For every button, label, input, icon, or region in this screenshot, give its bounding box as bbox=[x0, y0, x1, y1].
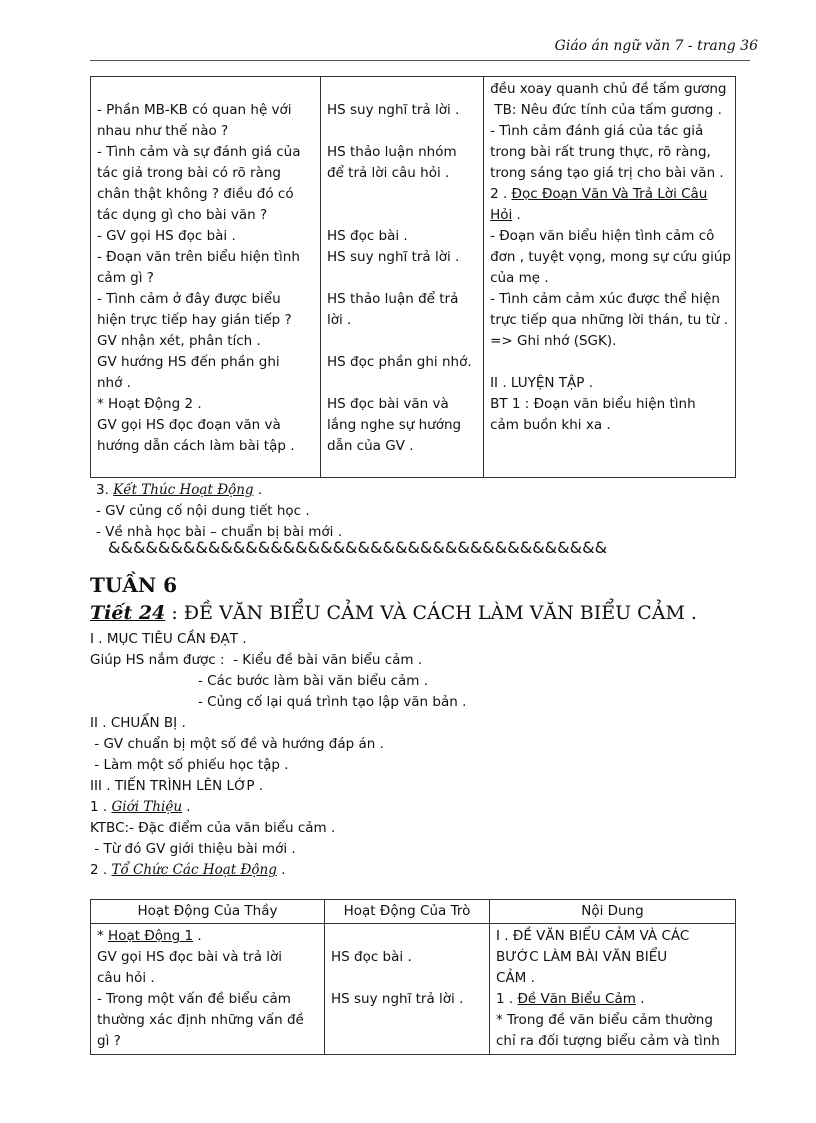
text-line: BƯỚC LÀM BÀI VĂN BIỂU bbox=[496, 949, 668, 965]
text-line: HS thảo luận để trả bbox=[326, 291, 459, 307]
lesson-label: Tiết 24 bbox=[90, 602, 166, 624]
text-line: trong sáng tạo giá trị cho bài văn . bbox=[490, 165, 724, 181]
punct: . bbox=[253, 482, 263, 498]
text-line: - GV củng cố nội dung tiết học . bbox=[96, 503, 310, 519]
text-line: GV nhận xét, phân tích . bbox=[97, 333, 261, 349]
section-heading: III . TIẾN TRÌNH LÊN LỚP . bbox=[90, 778, 264, 794]
teacher-activity-cell bbox=[91, 924, 325, 1055]
header-divider bbox=[90, 60, 750, 61]
text-line: - Phần MB-KB có quan hệ với bbox=[97, 102, 292, 118]
text-line: nhau như thế nào ? bbox=[97, 123, 229, 139]
text-line: đều xoay quanh chủ đề tấm gương bbox=[490, 81, 727, 97]
text-line: I . ĐỀ VĂN BIỂU CẢM VÀ CÁC bbox=[496, 928, 690, 944]
section-number: 2 . bbox=[490, 186, 512, 202]
text-line: - Làm một số phiếu học tập . bbox=[90, 757, 289, 773]
activity-table bbox=[90, 899, 736, 1055]
week-title: TUẦN 6 bbox=[90, 573, 178, 597]
section-title: Kết Thúc Hoạt Động bbox=[113, 482, 254, 498]
text-line: thường xác định những vấn đề bbox=[97, 1012, 304, 1028]
text-line: - Tình cảm ở đây được biểu bbox=[97, 291, 281, 307]
text-line: - Đoạn văn biểu hiện tình cảm cô bbox=[490, 228, 715, 244]
text-line: - GV chuẩn bị một số đề và hướng đáp án . bbox=[90, 736, 384, 752]
text-line: TB: Nêu đức tính của tấm gương . bbox=[490, 102, 722, 118]
text-line: của mẹ . bbox=[490, 270, 549, 286]
column-header: Hoạt Động Của Thầy bbox=[91, 900, 325, 924]
text-line: - GV gọi HS đọc bài . bbox=[97, 228, 236, 244]
text-line: trực tiếp qua những lời thán, tu từ . bbox=[490, 312, 729, 328]
text-line: gì ? bbox=[97, 1033, 121, 1049]
text-line bbox=[490, 184, 731, 205]
text-line: chân thật không ? điều đó có bbox=[97, 186, 294, 202]
text-line: HS đọc phần ghi nhớ. bbox=[326, 354, 472, 370]
text-line: GV gọi HS đọc bài và trả lời bbox=[97, 949, 283, 965]
text-line: HS đọc bài . bbox=[326, 228, 408, 244]
text-line bbox=[97, 926, 320, 947]
text-line: - Tình cảm và sự đánh giá của bbox=[97, 144, 301, 160]
activity-title: Hoạt Động 1 bbox=[108, 928, 194, 944]
punct: . bbox=[276, 862, 286, 878]
text-line: HS suy nghĩ trả lời . bbox=[326, 249, 460, 265]
text-line: nhớ . bbox=[97, 375, 131, 391]
text-line: => Ghi nhớ (SGK). bbox=[490, 333, 617, 349]
section-heading bbox=[90, 797, 466, 818]
text-line bbox=[490, 205, 731, 226]
student-activity-cell bbox=[325, 924, 490, 1055]
text-line: - Củng cố lại quá trình tạo lập văn bản . bbox=[198, 694, 467, 710]
bullet: * bbox=[97, 928, 109, 944]
section-title: Đề Văn Biểu Cảm bbox=[517, 991, 636, 1007]
text-line: HS đọc bài văn và bbox=[326, 396, 449, 412]
lesson-title bbox=[90, 602, 697, 624]
text-line: dẫn của GV . bbox=[326, 438, 414, 454]
text-line: HS thảo luận nhóm bbox=[326, 144, 457, 160]
section-heading bbox=[96, 480, 342, 501]
content-cell bbox=[484, 77, 736, 478]
text-line: KTBC:- Đặc điểm của văn biểu cảm . bbox=[90, 820, 336, 836]
page-header: Giáo án ngữ văn 7 - trang 36 bbox=[554, 38, 758, 54]
text-line: tác giả trong bài có rõ ràng bbox=[97, 165, 281, 181]
column-header: Hoạt Động Của Trò bbox=[325, 900, 490, 924]
ornament-divider: &&&&&&&&&&&&&&&&&&&&&&&&&&&&&&&&&&&&&&&& bbox=[108, 538, 608, 557]
student-activity-cell bbox=[320, 77, 483, 478]
closing-section bbox=[96, 480, 342, 543]
section-title: Tổ Chức Các Hoạt Động bbox=[111, 862, 277, 878]
text-line: - Tình cảm cảm xúc được thể hiện bbox=[490, 291, 720, 307]
content-cell bbox=[490, 924, 736, 1055]
text-line: hiện trực tiếp hay gián tiếp ? bbox=[97, 312, 292, 328]
text-line: - Tình cảm đánh giá của tác giả bbox=[490, 123, 704, 139]
text-line: đơn , tuyệt vọng, mong sự cứu giúp bbox=[490, 249, 731, 265]
text-line: HS suy nghĩ trả lời . bbox=[331, 991, 464, 1007]
punct: . bbox=[193, 928, 202, 944]
text-line: BT 1 : Đoạn văn biểu hiện tình bbox=[490, 396, 696, 412]
text-line: cảm buồn khi xa . bbox=[490, 417, 611, 433]
text-line: CẢM . bbox=[496, 970, 535, 986]
section-number: 1 . bbox=[90, 799, 112, 815]
text-line: để trả lời câu hỏi . bbox=[326, 165, 450, 181]
section-heading: I . MỤC TIÊU CẦN ĐẠT . bbox=[90, 631, 247, 647]
section-number: 3. bbox=[96, 482, 114, 498]
text-line: tác dụng gì cho bài văn ? bbox=[97, 207, 268, 223]
section-heading: II . CHUẨN BỊ . bbox=[90, 715, 186, 731]
text-line: lời . bbox=[326, 312, 352, 328]
text-line: - Đoạn văn trên biểu hiện tình bbox=[97, 249, 300, 265]
objectives-section bbox=[90, 629, 466, 881]
activity-table-continued bbox=[90, 76, 736, 478]
text-line: HS suy nghĩ trả lời . bbox=[326, 102, 460, 118]
section-title: Đọc Đoạn Văn Và Trả Lời Câu bbox=[511, 186, 708, 202]
text-line: cảm gì ? bbox=[97, 270, 154, 286]
text-line: HS đọc bài . bbox=[331, 949, 412, 965]
punct: . bbox=[512, 207, 521, 223]
column-header: Nội Dung bbox=[490, 900, 736, 924]
text-line: - Trong một vấn đề biểu cảm bbox=[97, 991, 291, 1007]
text-line bbox=[496, 989, 731, 1010]
text-line: - Về nhà học bài – chuẩn bị bài mới . bbox=[96, 524, 343, 540]
text-line: * Hoạt Động 2 . bbox=[97, 396, 202, 412]
text-line: câu hỏi . bbox=[97, 970, 155, 986]
text-line: hướng dẫn cách làm bài tập . bbox=[97, 438, 295, 454]
text-line: GV hướng HS đến phần ghi bbox=[97, 354, 280, 370]
section-number: 2 . bbox=[90, 862, 112, 878]
text-line: trong bài rất trung thực, rõ ràng, bbox=[490, 144, 711, 160]
section-title: Giới Thiệu bbox=[111, 799, 183, 815]
text-line: chỉ ra đối tượng biểu cảm và tình bbox=[496, 1033, 720, 1049]
section-heading bbox=[90, 860, 466, 881]
text-line: GV gọi HS đọc đoạn văn và bbox=[97, 417, 281, 433]
text-line: II . LUYỆN TẬP . bbox=[490, 375, 593, 391]
section-title-end: Hỏi bbox=[490, 207, 513, 223]
lesson-name: : ĐỀ VĂN BIỂU CẢM VÀ CÁCH LÀM VĂN BIỂU CẢM . bbox=[165, 602, 697, 624]
section-number: 1 . bbox=[496, 991, 518, 1007]
text-line: - Từ đó GV giới thiệu bài mới . bbox=[90, 841, 296, 857]
teacher-activity-cell bbox=[91, 77, 321, 478]
text-line: Giúp HS nắm được : - Kiểu đề bài văn biểu cảm . bbox=[90, 652, 423, 668]
text-line: - Các bước làm bài văn biểu cảm . bbox=[198, 673, 429, 689]
punct: . bbox=[635, 991, 645, 1007]
text-line: * Trong đề văn biểu cảm thường bbox=[496, 1012, 713, 1028]
punct: . bbox=[182, 799, 191, 815]
text-line: lắng nghe sự hướng bbox=[326, 417, 462, 433]
